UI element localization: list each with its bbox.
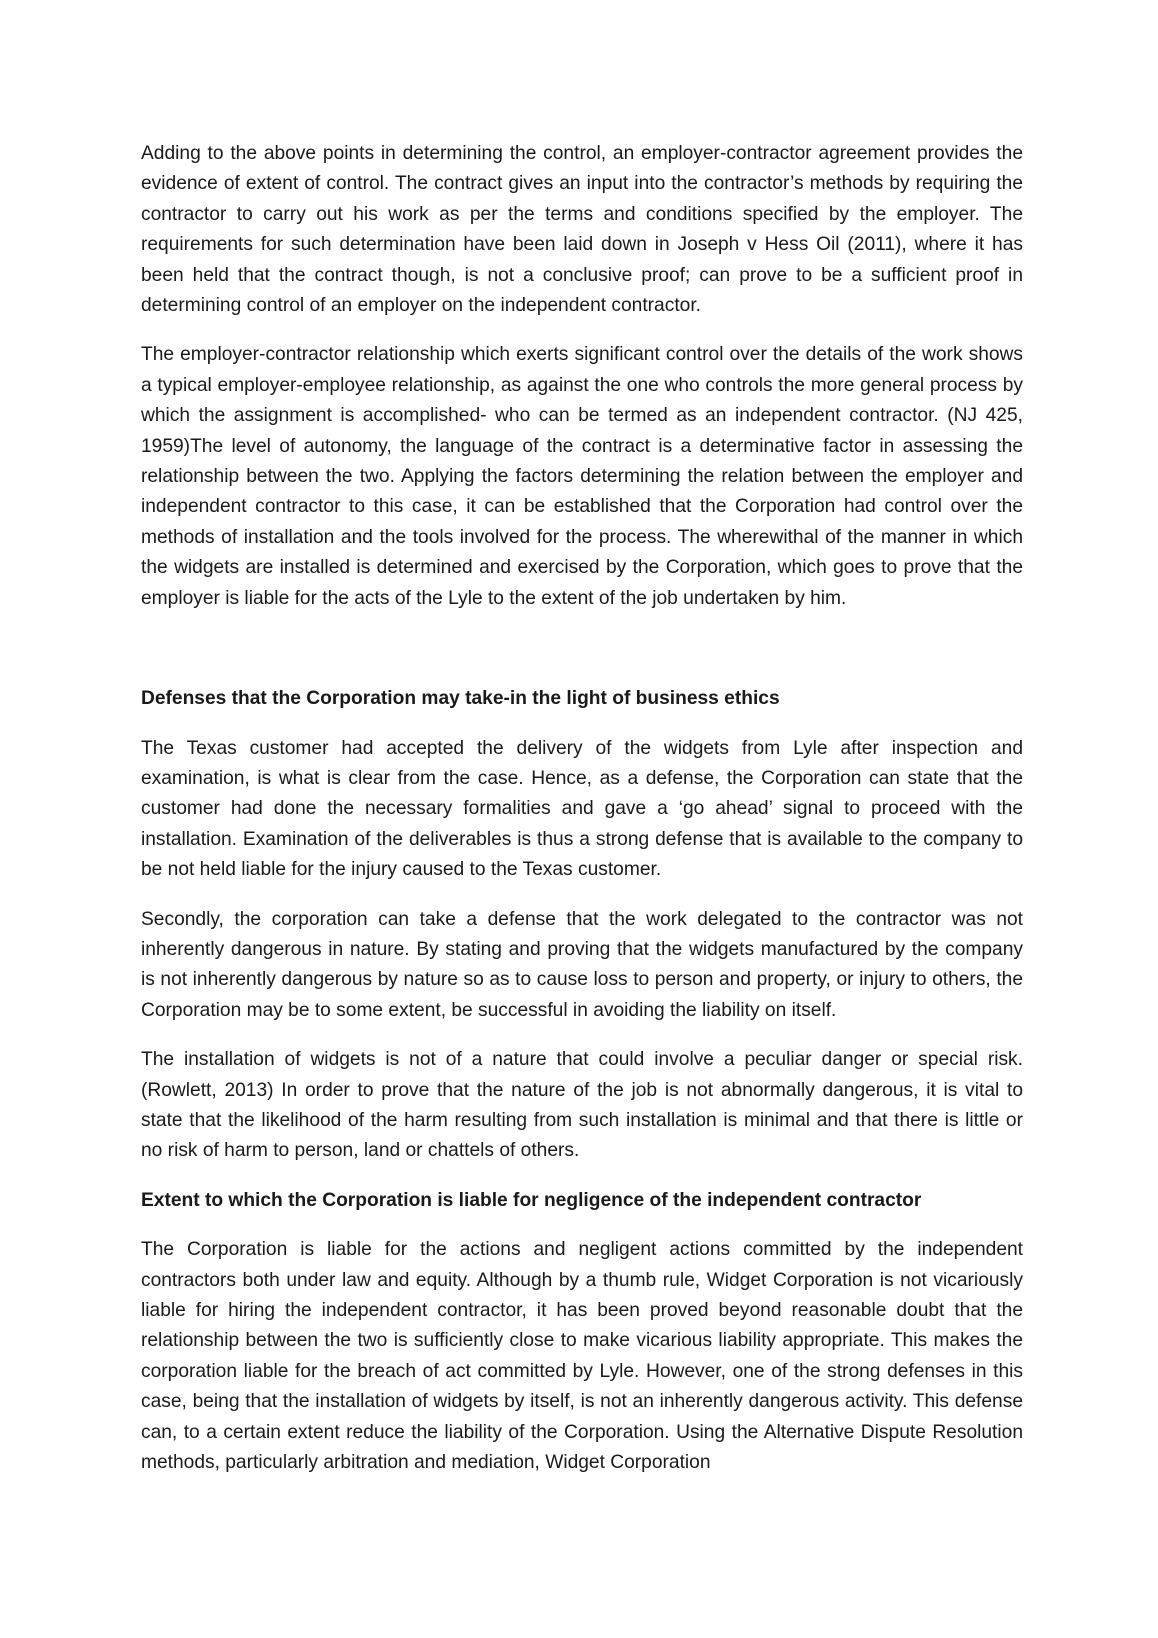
paragraph-corporation-liability: The Corporation is liable for the actions and negligent actions committed by the independent contractors both under law and equity. Although by a thumb rule, Widget Corporation is not vicariously liable for hiring the independent contractor, it has been proved beyond reasonable doubt that the relationship between the two is sufficiently close to make vicarious liability appropriate. This makes the corporation liable for the breach of act committed by Lyle. However, one of the strong defenses in this case, being that the installation of widgets by itself, is not an inherently dangerous activity. This defense can, to a certain extent reduce the liability of the Corporation. Using the Alternative Dispute Resolution methods, particularly arbitration and mediation, Widget Corporation (141, 1239, 1023, 1474)
paragraph-not-inherently-dangerous: Secondly, the corporation can take a defense that the work delegated to the contractor was not inherently dangerous in nature. By stating and proving that the widgets manufactured by the company is not inherently dangerous by nature so as to cause loss to person and property, or injury to others, the Corporation may be to some extent, be successful in avoiding the liability on itself. (141, 908, 1023, 1021)
heading-defenses: Defenses that the Corporation may take-in the light of business ethics (141, 688, 780, 710)
paragraph-texas-customer: The Texas customer had accepted the delivery of the widgets from Lyle after inspection and examination, is what is clear from the case. Hence, as a defense, the Corporation can state that the customer had done the necessary formalities and gave a ‘go ahead’ signal to proceed with the installation. Examination of the deliverables is thus a strong defense that is available to the company to be not held liable for the injury caused to the Texas customer. (141, 737, 1023, 881)
section-spacer (141, 633, 1023, 684)
document-page (141, 139, 1023, 1497)
paragraph-control-agreement: Adding to the above points in determining the control, an employer-contractor agreement provides the evidence of extent of control. The contract gives an input into the contractor’s methods by requiring the contractor to carry out his work as per the terms and conditions specified by the employer. The requirements for such determination have been laid down in Joseph v Hess Oil (2011), where it has been held that the contract though, is not a conclusive proof; can prove to be a sufficient proof in determining control of an employer on the independent contractor. (141, 143, 1023, 317)
paragraph-employer-contractor-relationship: The employer-contractor relationship which exerts significant control over the details of the work shows a typical employer-employee relationship, as against the one who controls the more general process by which the assignment is accomplished- who can be termed as an independent contractor. (NJ 425, 1959)The level of autonomy, the language of the contract is a determinative factor in assessing the relationship between the two. Applying the factors determining the relation between the employer and independent contractor to this case, it can be established that the Corporation had control over the methods of installation and the tools involved for the process. The wherewithal of the manner in which the widgets are installed is determined and exercised by the Corporation, which goes to prove that the employer is liable for the acts of the Lyle to the extent of the job undertaken by him. (141, 344, 1023, 609)
heading-extent-of-liability: Extent to which the Corporation is liable for negligence of the independent contractor (141, 1189, 922, 1211)
paragraph-installation-risk: The installation of widgets is not of a nature that could involve a peculiar danger or special risk. (Rowlett, 2013) In order to prove that the nature of the job is not abnormally dangerous, it is vital to state that the likelihood of the harm resulting from such installation is minimal and that there is little or no risk of harm to person, land or chattels of others. (141, 1049, 1023, 1162)
